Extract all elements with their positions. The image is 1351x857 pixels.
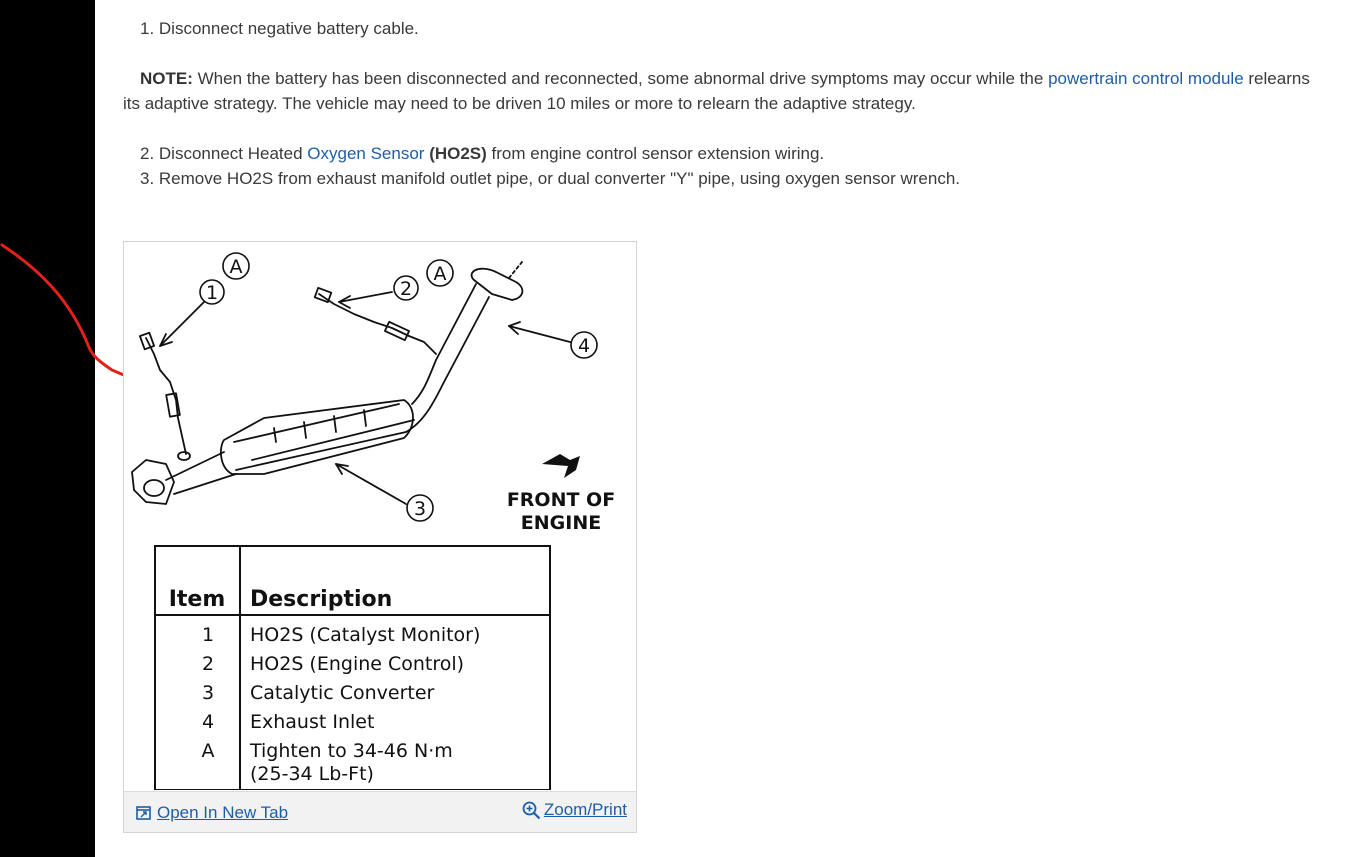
- callout-1: 1: [205, 282, 219, 304]
- table-item-a: A: [201, 740, 215, 762]
- table-item-2: 2: [201, 653, 215, 675]
- ho2s-sensor-2: [319, 294, 436, 354]
- article-content: [95, 0, 1351, 857]
- zoom-in-icon: [522, 801, 541, 820]
- table-header-item: Item: [168, 587, 226, 612]
- front-of-engine-label-1: FRONT OF: [506, 489, 616, 511]
- diagram-figure: [123, 241, 637, 833]
- callout-4: 4: [577, 335, 591, 357]
- zoom-print-link[interactable]: [522, 800, 627, 820]
- note-paragraph: [123, 67, 1313, 116]
- callout-3: 3: [413, 498, 427, 520]
- table-header-description: Description: [250, 587, 393, 612]
- table-desc-a-line2: (25-34 Lb-Ft): [250, 763, 374, 785]
- left-black-bar: [0, 0, 95, 857]
- table-item-3: 3: [201, 682, 215, 704]
- step-3: 3. Remove HO2S from exhaust manifold outlet pipe, or dual converter "Y" pipe, using oxygen sensor wrench.: [140, 169, 960, 188]
- step-2-suffix: from engine control sensor extension wiring.: [486, 144, 825, 163]
- callout-arrow-1: [160, 300, 206, 346]
- table-item-1: 1: [201, 624, 215, 646]
- callout-a-2: A: [433, 263, 447, 285]
- open-in-new-tab-label: Open In New Tab: [157, 803, 289, 822]
- step-2: [140, 142, 824, 166]
- legend-table: [155, 546, 550, 790]
- oxygen-sensor-link[interactable]: Oxygen Sensor: [307, 144, 425, 163]
- exhaust-inlet-flange: [472, 269, 523, 300]
- front-of-engine-label-2: ENGINE: [520, 512, 602, 534]
- inlet-flange: [132, 460, 174, 504]
- callout-a-1: A: [229, 256, 243, 278]
- table-desc-4: Exhaust Inlet: [250, 711, 375, 733]
- table-desc-2: HO2S (Engine Control): [250, 653, 465, 675]
- table-desc-1: HO2S (Catalyst Monitor): [250, 624, 481, 646]
- zoom-print-label: Zoom/Print: [543, 800, 627, 819]
- powertrain-control-module-link[interactable]: powertrain control module: [1048, 69, 1244, 88]
- note-text: When the battery has been disconnected and reconnected, some abnormal drive symptoms may occur while the: [192, 69, 1049, 88]
- table-item-4: 4: [201, 711, 215, 733]
- open-in-new-tab-link[interactable]: [136, 803, 288, 823]
- note-label: NOTE:: [140, 69, 193, 88]
- note-text-end: relearns its adaptive strategy. The vehicle may need to be driven 10 miles or more to relearn the adaptive strategy.: [123, 69, 1310, 113]
- exhaust-inlet-pipe: [406, 284, 489, 432]
- callout-arrow-3: [336, 464, 406, 504]
- step-1: 1. Disconnect negative battery cable.: [140, 19, 419, 38]
- step-2-text: 2. Disconnect Heated: [140, 144, 308, 163]
- open-new-tab-icon: [136, 806, 151, 820]
- callout-2: 2: [399, 278, 413, 300]
- ho2s-bold: (HO2S): [429, 144, 487, 163]
- table-desc-a: Tighten to 34-46 N·m: [250, 740, 453, 762]
- figure-footer: [124, 791, 636, 832]
- exhaust-diagram: [124, 242, 636, 790]
- table-desc-3: Catalytic Converter: [250, 682, 435, 704]
- front-of-engine-icon: [542, 454, 580, 478]
